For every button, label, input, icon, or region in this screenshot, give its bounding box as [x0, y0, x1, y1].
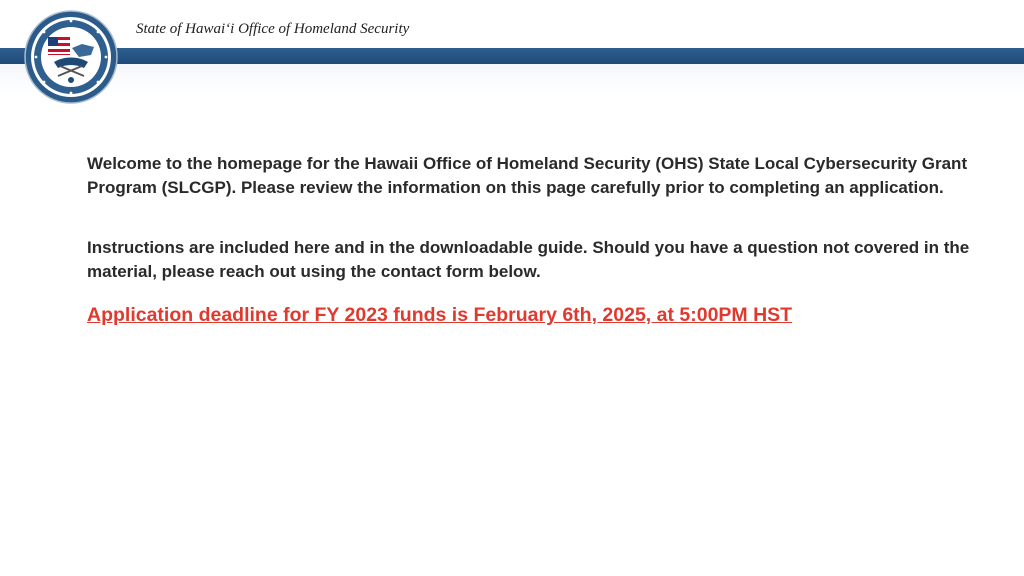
office-seal-icon [24, 10, 118, 104]
main-content [87, 152, 987, 327]
application-deadline-link[interactable]: Application deadline for FY 2023 funds is February 6th, 2025, at 5:00PM HST [87, 304, 793, 326]
instructions-paragraph: Instructions are included here and in the downloadable guide. Should you have a question not covered in the material, please reach out using the contact form below. [87, 238, 970, 281]
header-band [0, 48, 1024, 64]
page-header-title: State of Hawai‘i Office of Homeland Security [136, 21, 410, 37]
welcome-paragraph: Welcome to the homepage for the Hawaii Office of Homeland Security (OHS) State Local Cybersecurity Grant Program (SLCGP). Please review the information on this page carefully prior to completing an application. [87, 154, 968, 197]
header-band-shadow [0, 64, 1024, 94]
